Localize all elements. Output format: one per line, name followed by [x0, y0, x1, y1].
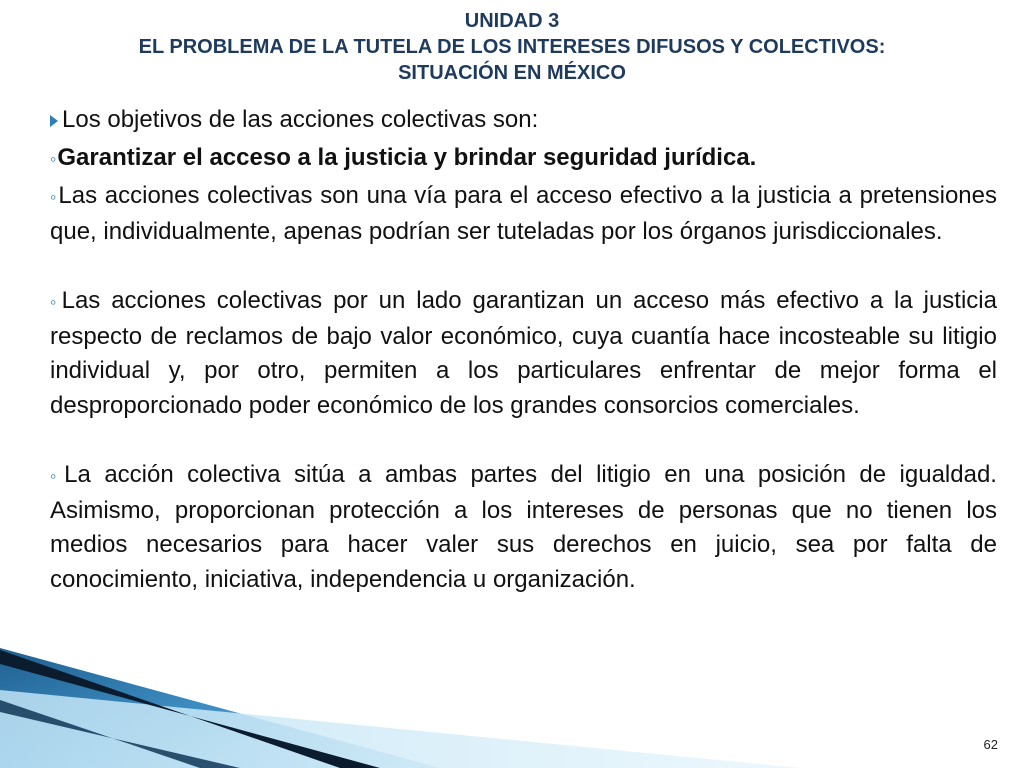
intro-paragraph — [50, 103, 997, 138]
bullet-4-text: La acción colectiva sitúa a ambas partes del litigio en una posición de igualdad. Asimismo, proporcionan protección a los intereses de personas que no tienen los medios necesarios para hacer valer sus derechos en juicio, sea por falta de conocimiento, iniciativa, independencia u organización. — [50, 461, 997, 593]
title-line-3: SITUACIÓN EN MÉXICO — [398, 62, 626, 84]
arrow-bullet-icon — [50, 115, 58, 127]
circle-bullet-icon: ◦ — [50, 187, 58, 207]
page-number: 62 — [983, 737, 998, 752]
slide-content — [50, 103, 997, 597]
bullet-1-text: Garantizar el acceso a la justicia y brindar seguridad jurídica. — [57, 143, 757, 171]
circle-bullet-icon: ◦ — [50, 466, 64, 486]
circle-bullet-icon: ◦ — [50, 148, 57, 169]
spacer — [50, 423, 997, 458]
bullet-3 — [50, 284, 997, 423]
bullet-2 — [50, 179, 997, 249]
bullet-1 — [50, 141, 997, 177]
bullet-3-text: Las acciones colectivas por un lado garantizan un acceso más efectivo a la justicia respecto de reclamos de bajo valor económico, cuya cuantía hace incosteable su litigio individual y, por otro, permiten a los particulares enfrentar de mejor forma el desproporcionado poder económico de los grandes consorcios comerciales. — [50, 287, 997, 419]
title-line-2: EL PROBLEMA DE LA TUTELA DE LOS INTERESES DIFUSOS Y COLECTIVOS: — [138, 36, 886, 58]
spacer — [50, 249, 997, 284]
bullet-4 — [50, 458, 997, 597]
intro-text: Los objetivos de las acciones colectivas son: — [62, 106, 539, 133]
title-line-1: UNIDAD 3 — [464, 10, 560, 32]
circle-bullet-icon: ◦ — [50, 292, 61, 312]
bullet-2-text: Las acciones colectivas son una vía para el acceso efectivo a la justicia a pretensiones que, individualmente, apenas podrían ser tuteladas por los órganos jurisdiccionales. — [50, 182, 997, 245]
slide-title — [40, 8, 984, 86]
